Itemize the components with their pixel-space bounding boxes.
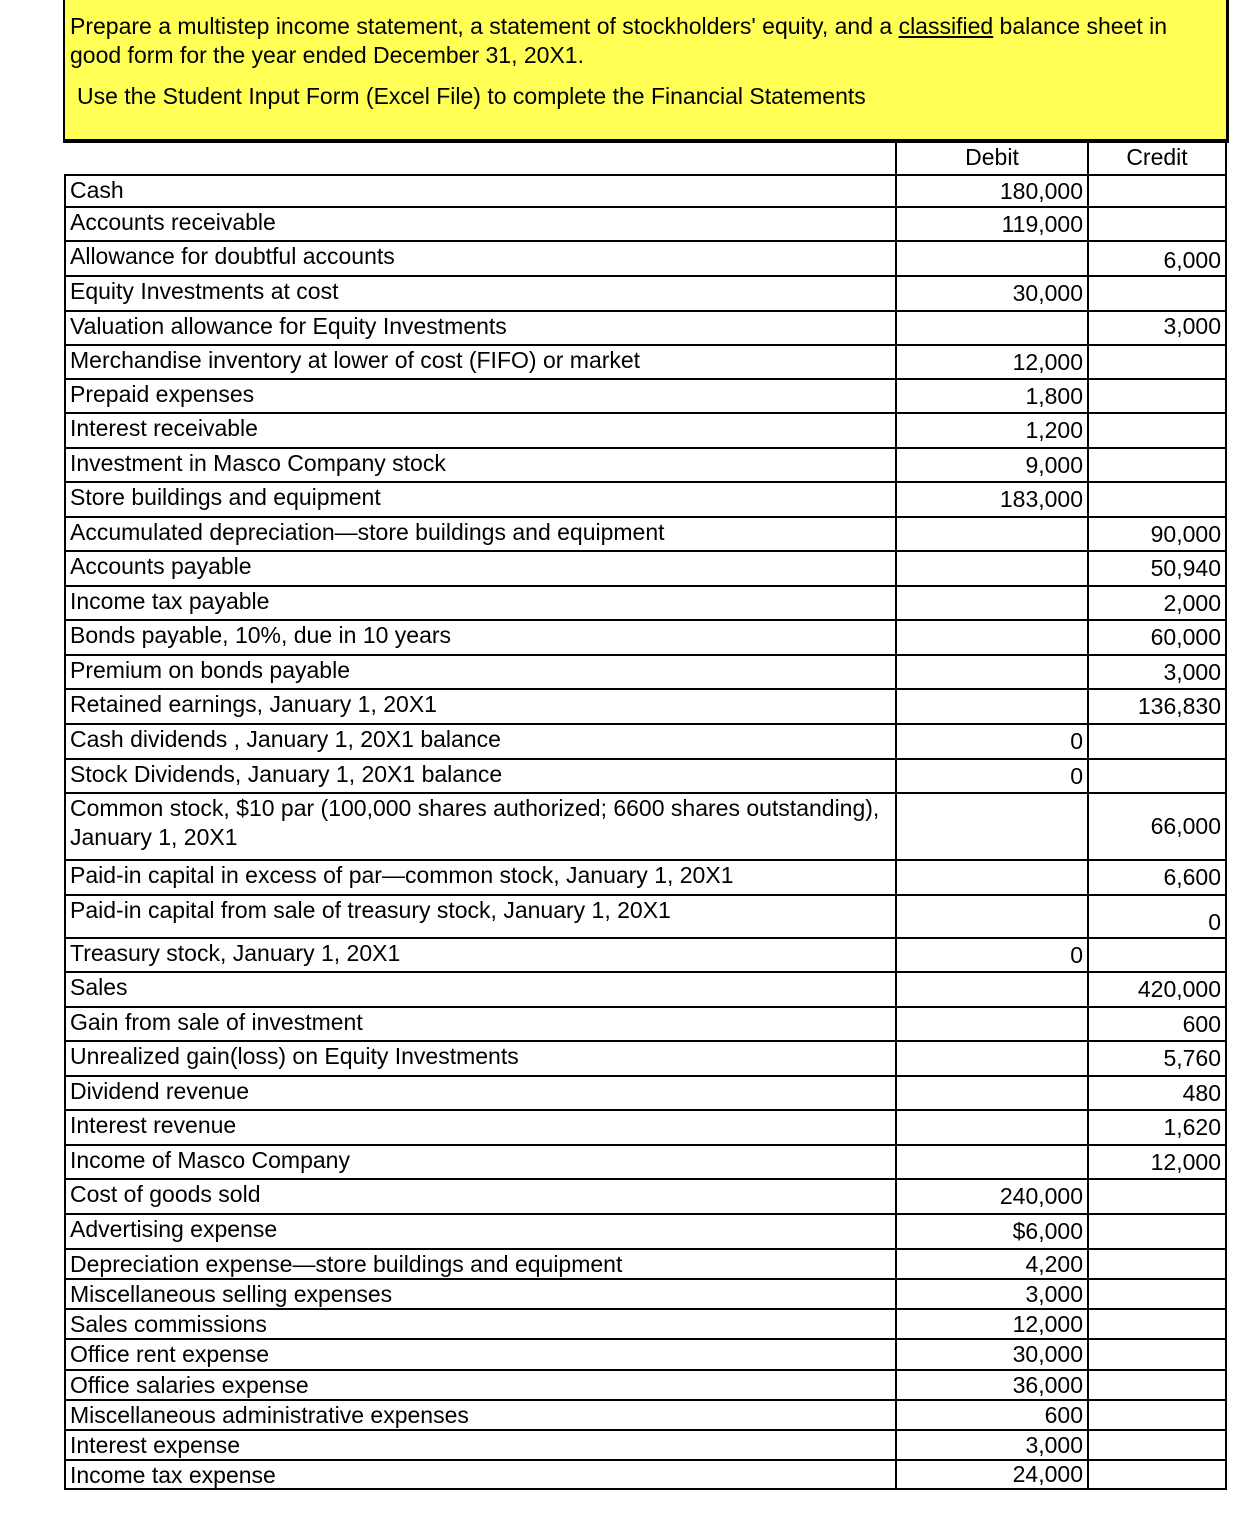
credit-cell: [1089, 1180, 1227, 1213]
credit-cell: 90,000: [1089, 518, 1227, 550]
debit-cell: 30,000: [897, 1340, 1089, 1369]
classified-underlined-word: classified: [898, 13, 994, 39]
debit-cell: 12,000: [897, 346, 1089, 378]
credit-cell: [1089, 483, 1227, 516]
account-cell: Miscellaneous administrative expenses: [64, 1401, 897, 1429]
account-cell: Common stock, $10 par (100,000 shares authorized; 6600 shares outstanding), January 1, 20X1: [64, 794, 897, 859]
table-row: [64, 1040, 1227, 1075]
table-row: [64, 1429, 1227, 1459]
debit-cell: 240,000: [897, 1180, 1089, 1213]
debit-cell: 12,000: [897, 1310, 1089, 1338]
table-row: [64, 1075, 1227, 1109]
debit-cell: 3,000: [897, 1431, 1089, 1459]
account-cell: Interest expense: [64, 1431, 897, 1459]
credit-cell: [1089, 208, 1227, 240]
credit-cell: [1089, 277, 1227, 310]
header-credit: Credit: [1089, 143, 1227, 174]
account-cell: Office salaries expense: [64, 1371, 897, 1399]
account-cell: Interest receivable: [64, 414, 897, 447]
account-cell: Cash dividends , January 1, 20X1 balance: [64, 725, 897, 758]
account-cell: Investment in Masco Company stock: [64, 449, 897, 481]
account-cell: Retained earnings, January 1, 20X1: [64, 690, 897, 723]
credit-cell: [1089, 1340, 1227, 1369]
debit-cell: 119,000: [897, 208, 1089, 240]
table-row: [64, 688, 1227, 723]
debit-cell: 180,000: [897, 176, 1089, 206]
account-cell: Valuation allowance for Equity Investments: [64, 312, 897, 344]
account-cell: Miscellaneous selling expenses: [64, 1280, 897, 1308]
table-row: [64, 585, 1227, 619]
credit-cell: 5,760: [1089, 1042, 1227, 1075]
account-cell: Store buildings and equipment: [64, 483, 897, 516]
debit-cell: [897, 690, 1089, 723]
account-cell: Sales commissions: [64, 1310, 897, 1338]
credit-cell: 6,600: [1089, 861, 1227, 894]
credit-cell: [1089, 1215, 1227, 1248]
debit-cell: $6,000: [897, 1215, 1089, 1248]
debit-cell: [897, 552, 1089, 585]
credit-cell: [1089, 1250, 1227, 1278]
debit-cell: [897, 1077, 1089, 1109]
account-cell: Cost of goods sold: [64, 1180, 897, 1213]
table-row: [64, 792, 1227, 859]
account-cell: Office rent expense: [64, 1340, 897, 1369]
credit-cell: [1089, 449, 1227, 481]
debit-cell: 600: [897, 1401, 1089, 1429]
table-row: [64, 516, 1227, 550]
table-row: [64, 1278, 1227, 1308]
table-row: [64, 859, 1227, 894]
header-debit: Debit: [895, 143, 1089, 174]
debit-cell: [897, 518, 1089, 550]
credit-cell: 50,940: [1089, 552, 1227, 585]
table-row: [64, 619, 1227, 654]
credit-cell: 66,000: [1089, 794, 1227, 859]
table-row: [64, 1109, 1227, 1144]
debit-cell: 183,000: [897, 483, 1089, 516]
account-cell: Prepaid expenses: [64, 380, 897, 412]
table-row: [64, 1248, 1227, 1278]
account-cell: Income tax payable: [64, 587, 897, 619]
credit-cell: [1089, 176, 1227, 206]
credit-cell: [1089, 414, 1227, 447]
account-cell: Depreciation expense—store buildings and equipment: [64, 1250, 897, 1278]
table-row: [64, 275, 1227, 310]
debit-cell: [897, 656, 1089, 688]
account-cell: Accounts payable: [64, 552, 897, 585]
credit-cell: 0: [1089, 896, 1227, 937]
credit-cell: 420,000: [1089, 973, 1227, 1006]
debit-cell: 4,200: [897, 1250, 1089, 1278]
table-row: [64, 447, 1227, 481]
account-cell: Bonds payable, 10%, due in 10 years: [64, 621, 897, 654]
credit-cell: [1089, 380, 1227, 412]
debit-cell: 24,000: [897, 1461, 1089, 1488]
instructions-text: balance sheet in good form for the year ended December 31, 20X1.: [70, 13, 1168, 68]
account-cell: Income of Masco Company: [64, 1146, 897, 1178]
credit-cell: [1089, 1461, 1227, 1488]
table-row: [64, 1308, 1227, 1338]
credit-cell: 12,000: [1089, 1146, 1227, 1178]
account-cell: Paid-in capital from sale of treasury stock, January 1, 20X1: [64, 896, 897, 937]
debit-cell: 0: [897, 725, 1089, 758]
debit-cell: 3,000: [897, 1280, 1089, 1308]
credit-cell: [1089, 939, 1227, 971]
trial-balance-table: [64, 143, 1227, 1490]
account-cell: Merchandise inventory at lower of cost (FIFO) or market: [64, 346, 897, 378]
table-row: [64, 344, 1227, 378]
table-row: [64, 894, 1227, 937]
account-cell: Cash: [64, 176, 897, 206]
debit-cell: [897, 1008, 1089, 1040]
table-row: [64, 1213, 1227, 1248]
debit-cell: 1,800: [897, 380, 1089, 412]
debit-cell: [897, 1111, 1089, 1144]
account-cell: Premium on bonds payable: [64, 656, 897, 688]
table-row: [64, 971, 1227, 1006]
instructions-text: Prepare a multistep income statement, a statement of stockholders' equity, and a: [70, 13, 899, 39]
instructions-box: [63, 0, 1229, 143]
account-cell: Unrealized gain(loss) on Equity Investments: [64, 1042, 897, 1075]
debit-cell: 30,000: [897, 277, 1089, 310]
table-row: [64, 758, 1227, 792]
instructions-line-2: Use the Student Input Form (Excel File) to complete the Financial Statements: [77, 83, 866, 109]
credit-cell: 600: [1089, 1008, 1227, 1040]
credit-cell: 3,000: [1089, 656, 1227, 688]
credit-cell: [1089, 1371, 1227, 1399]
credit-cell: 480: [1089, 1077, 1227, 1109]
debit-cell: [897, 312, 1089, 344]
table-row: [64, 1006, 1227, 1040]
account-cell: Paid-in capital in excess of par—common stock, January 1, 20X1: [64, 861, 897, 894]
account-cell: Gain from sale of investment: [64, 1008, 897, 1040]
debit-cell: [897, 587, 1089, 619]
credit-cell: 60,000: [1089, 621, 1227, 654]
table-row: [64, 550, 1227, 585]
table-row: [64, 1369, 1227, 1399]
account-cell: Accounts receivable: [64, 208, 897, 240]
table-row: [64, 174, 1227, 206]
table-row: [64, 378, 1227, 412]
instructions-line-1: [70, 12, 1210, 70]
table-row: [64, 206, 1227, 240]
table-row: [64, 240, 1227, 275]
credit-cell: 136,830: [1089, 690, 1227, 723]
credit-cell: 2,000: [1089, 587, 1227, 619]
account-cell: Treasury stock, January 1, 20X1: [64, 939, 897, 971]
account-cell: Stock Dividends, January 1, 20X1 balance: [64, 760, 897, 792]
credit-cell: 6,000: [1089, 242, 1227, 275]
debit-cell: 1,200: [897, 414, 1089, 447]
table-row: [64, 654, 1227, 688]
table-row: [64, 723, 1227, 758]
debit-cell: 0: [897, 760, 1089, 792]
header-account: [64, 143, 897, 174]
table-row: [64, 412, 1227, 447]
table-row: [64, 1144, 1227, 1178]
debit-cell: 36,000: [897, 1371, 1089, 1399]
account-cell: Income tax expense: [64, 1461, 897, 1488]
credit-cell: 3,000: [1089, 312, 1227, 344]
debit-cell: 0: [897, 939, 1089, 971]
credit-cell: [1089, 1431, 1227, 1459]
credit-cell: [1089, 1401, 1227, 1429]
table-row: [64, 1338, 1227, 1369]
debit-cell: [897, 973, 1089, 1006]
account-cell: Equity Investments at cost: [64, 277, 897, 310]
table-row: [64, 1178, 1227, 1213]
credit-cell: [1089, 1310, 1227, 1338]
debit-cell: [897, 621, 1089, 654]
table-row: [64, 1459, 1227, 1490]
account-cell: Allowance for doubtful accounts: [64, 242, 897, 275]
credit-cell: [1089, 725, 1227, 758]
table-row: [64, 1399, 1227, 1429]
account-cell: Advertising expense: [64, 1215, 897, 1248]
debit-cell: 9,000: [897, 449, 1089, 481]
debit-cell: [897, 1146, 1089, 1178]
credit-cell: [1089, 346, 1227, 378]
debit-cell: [897, 1042, 1089, 1075]
credit-cell: [1089, 760, 1227, 792]
account-cell: Interest revenue: [64, 1111, 897, 1144]
table-row: [64, 310, 1227, 344]
account-cell: Accumulated depreciation—store buildings and equipment: [64, 518, 897, 550]
table-header-row: [64, 143, 1227, 174]
account-cell: Dividend revenue: [64, 1077, 897, 1109]
table-row: [64, 481, 1227, 516]
debit-cell: [897, 242, 1089, 275]
account-cell: Sales: [64, 973, 897, 1006]
debit-cell: [897, 861, 1089, 894]
credit-cell: [1089, 1280, 1227, 1308]
debit-cell: [897, 794, 1089, 859]
debit-cell: [897, 896, 1089, 937]
credit-cell: 1,620: [1089, 1111, 1227, 1144]
table-row: [64, 937, 1227, 971]
